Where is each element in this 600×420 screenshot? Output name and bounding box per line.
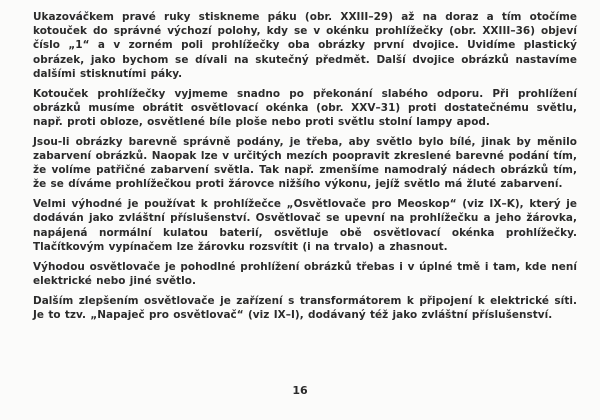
paragraph-5: Výhodou osvětlovače je pohodlné prohlížení obrázků třebas i v úplné tmě i tam, kde není elektrické nebo jiné světlo. <box>33 260 577 287</box>
page-body <box>33 10 577 328</box>
paragraph-2: Kotouček prohlížečky vyjmeme snadno po překonání slabého odporu. Při prohlížení obrázků musíme obrátit osvětlovací okénka (obr. XXV–31) proti dostatečnému světlu, např. proti obloze, osvětlené bíle ploše nebo proti světlu stolní lampy apod. <box>33 87 577 129</box>
page-number: 16 <box>292 384 308 397</box>
paragraph-3: Jsou-li obrázky barevně správně podány, je třeba, aby světlo bylo bílé, jinak by měnilo zabarvení obrázků. Naopak lze v určitých mezích poopravit zkreslené barevné podání tím, že volíme patřičné zabarvení světla. Tak např. zmenšíme namodralý nádech obrázků tím, že se díváme prohlížečkou proti žárovce nižšího výkonu, jejíž světlo má žluté zabarvení. <box>33 135 577 191</box>
paragraph-4: Velmi výhodné je používat k prohlížečce „Osvětlovače pro Meoskop“ (viz IX–K), který je dodáván jako zvláštní příslušenství. Osvětlovač se upevní na prohlížečku a jeho žárovka, napájená normální kulatou baterií, osvětluje obě osvětlovací okénka prohlížečky. Tlačítkovým vypínačem lze žárovku rozsvítit (i na trvalo) a zhasnout. <box>33 198 577 253</box>
paragraph-1: Ukazováčkem pravé ruky stiskneme páku (obr. XXIII–29) až na doraz a tím otočíme kotouček do správné výchozí polohy, kdy se v okénku prohlížečky (obr. XXIII–36) objeví číslo „1“ a v zorném poli prohlížečky oba obrázky první dvojice. Uvidíme plastický obrázek, jako bychom se dívali na skutečný předmět. Další dvojice obrázků nastavíme dalšími stisknutími páky. <box>33 11 577 80</box>
paragraph-6: Dalším zlepšením osvětlovače je zařízení s transformátorem k připojení k elektrické síti. Je to tzv. „Napaječ pro osvětlovač“ (viz IX–I), dodávaný též jako zvláštní příslušenství. <box>33 294 577 321</box>
